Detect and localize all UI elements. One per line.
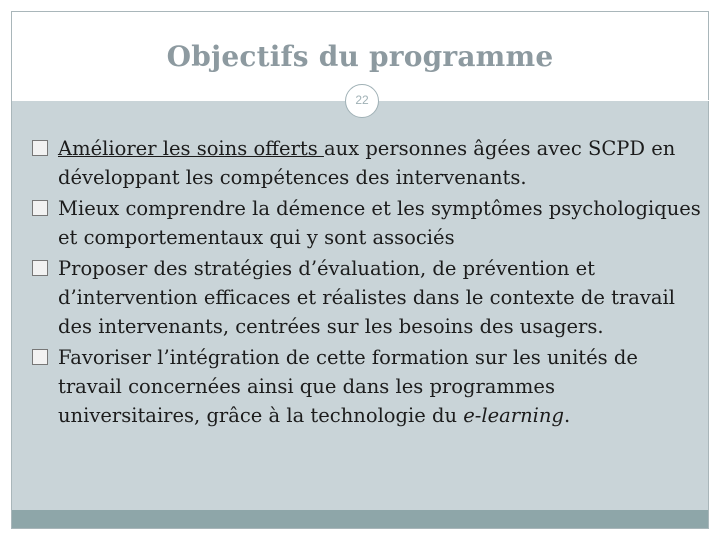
bullet-marker-icon <box>32 140 48 156</box>
bullet-4-emphasis: e-learning <box>463 404 564 427</box>
divider-left <box>12 100 342 101</box>
bullet-1-lead: Améliorer les soins offerts <box>58 137 324 160</box>
bullet-item-1 <box>32 134 702 192</box>
divider-right <box>394 100 710 101</box>
bullet-item-4 <box>32 343 702 430</box>
bullet-4-text: Favoriser l’intégration de cette formation sur les unités de travail concernées ainsi que dans les programmes universitaires, grâce à la technologie du <box>58 346 638 427</box>
bullet-list <box>32 134 702 432</box>
bullet-4-end: . <box>563 404 571 427</box>
bullet-item-3 <box>32 254 702 341</box>
bullet-marker-icon <box>32 200 48 216</box>
slide <box>11 11 709 529</box>
bullet-1-text: aux personnes âgées avec SCPD en développant les compétences des intervenants. <box>58 137 676 189</box>
bullet-3-text: Proposer des stratégies d’évaluation, de prévention et d’intervention efficaces et réalistes dans le contexte de travail des intervenants, centrées sur les besoins des usagers. <box>58 257 675 338</box>
slide-title: Objectifs du programme <box>166 40 554 73</box>
bullet-2-text: Mieux comprendre la démence et les symptômes psychologiques et comportementaux qui y sont associés <box>58 197 701 249</box>
bullet-item-2 <box>32 194 702 252</box>
footer-bar <box>12 510 708 528</box>
bullet-marker-icon <box>32 349 48 365</box>
bullet-marker-icon <box>32 260 48 276</box>
page-number: 22 <box>345 84 379 118</box>
